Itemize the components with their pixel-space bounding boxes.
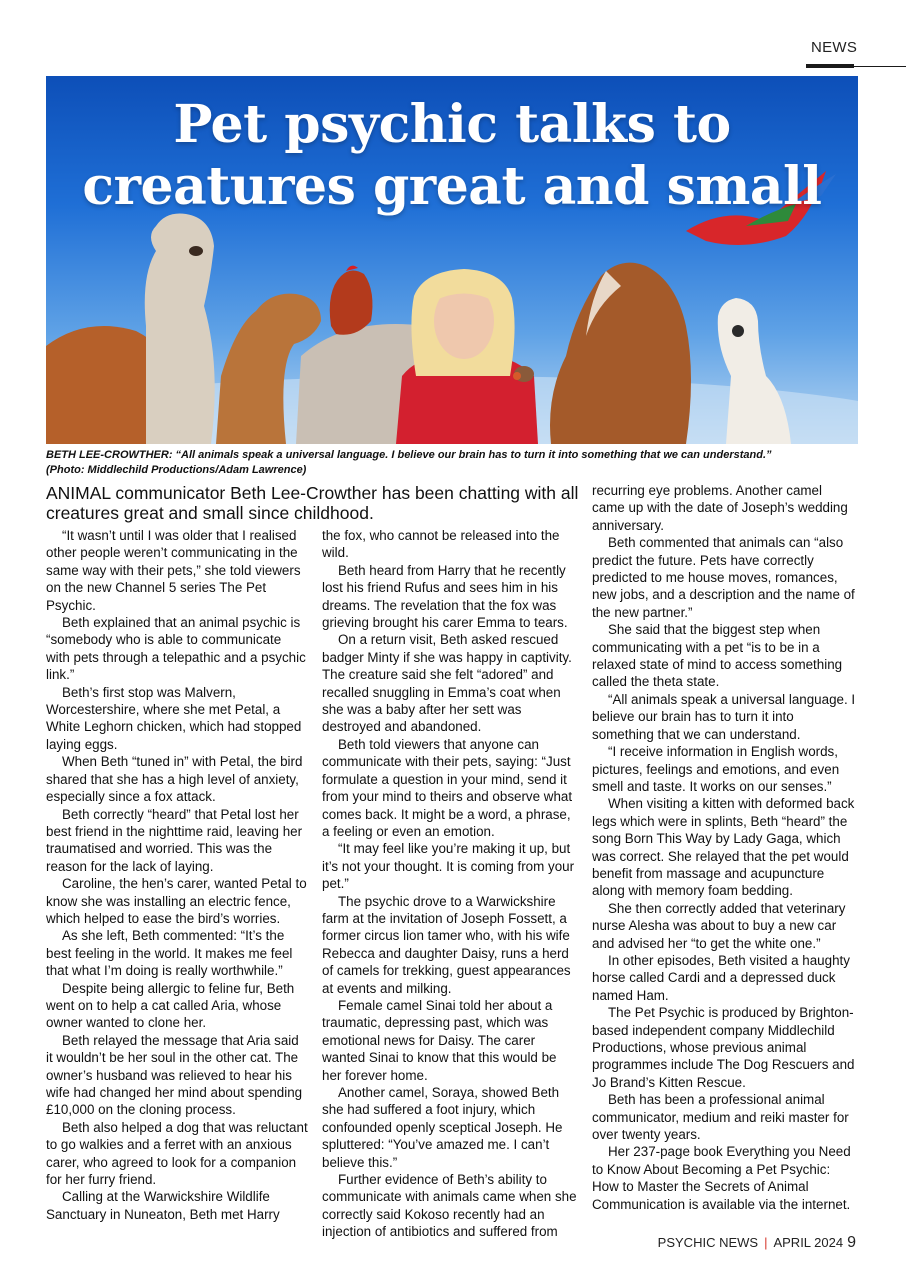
llama-eye-patch xyxy=(732,325,744,337)
paragraph: Beth relayed the message that Aria said it wouldn’t be her soul in the other cat. The owner’s husband was relieved to hear his wife had changed her mind about spending £10,000 on the cloning process. xyxy=(46,1032,303,1118)
paragraph: “All animals speak a universal language. I believe our brain has to turn it into something that we can understand. xyxy=(592,691,856,742)
chicken xyxy=(330,270,373,334)
section-rule xyxy=(806,64,854,68)
paragraph: When Beth “tuned in” with Petal, the bird shared that she has a high level of anxiety, especially since a fox attack. xyxy=(46,754,303,805)
brown-horse xyxy=(550,263,691,444)
paragraph: recurring eye problems. Another camel came up with the date of Joseph’s wedding anniversary. xyxy=(592,483,848,533)
section-tag: NEWS xyxy=(811,39,858,56)
paragraph: Beth explained that an animal psychic is “somebody who is able to communicate with pets through a telepathic and a psychic link.” xyxy=(46,615,306,683)
section-rule-thin xyxy=(854,66,906,67)
caption-quote: BETH LEE-CROWTHER: “All animals speak a universal language. I believe our brain has to turn it into something that we can understand.” xyxy=(46,449,772,461)
paragraph: In other episodes, Beth visited a haughty horse called Cardi and a depressed duck named Ham. xyxy=(592,952,850,1003)
paragraph: Female camel Sinai told her about a traumatic, depressing past, which was emotional news for Daisy. The carer wanted Sinai to know that this would be her forever home. xyxy=(322,997,557,1083)
paragraph: Beth’s first stop was Malvern, Worcestershire, where she met Petal, a White Leghorn chicken, which had stopped laying eggs. xyxy=(46,684,302,752)
paragraph: The psychic drove to a Warwickshire farm at the invitation of Joseph Fossett, a former circus lion tamer who, with his wife Rebecca and daughter Daisy, runs a herd of camels for trekking, guest appearances at events and milking. xyxy=(322,893,571,996)
headline: Pet psychic talks to creatures great and small xyxy=(82,94,822,217)
page-number: 9 xyxy=(847,1234,856,1251)
article-column-3 xyxy=(592,482,858,1213)
paragraph: Beth has been a professional animal communicator, medium and reiki master for over twenty years. xyxy=(592,1092,849,1143)
llama xyxy=(718,298,791,444)
paragraph: Another camel, Soraya, showed Beth she had suffered a foot injury, which confounded openly sceptical Joseph. He spluttered: “You’ve amazed me. I can’t believe this.” xyxy=(322,1085,563,1170)
alpaca-eye xyxy=(189,246,203,256)
paragraph: As she left, Beth commented: “It’s the best feeling in the world. It makes me feel that what I’m doing is really worthwhile.” xyxy=(46,928,293,979)
publication-name: PSYCHIC NEWS xyxy=(657,1235,759,1250)
paragraph: When visiting a kitten with deformed back legs which were in splints, Beth “heard” the song Born This Way by Lady Gaga, which was correct. She relayed that the pet would benefit from massage and acupuncture along with memory foam bedding. xyxy=(592,796,855,899)
paragraph: Beth told viewers that anyone can communicate with their pets, saying: “Just formulate a question in your mind, send it from your mind to theirs and observe what comes back. It might be a word, a phrase, a feeling or even an emotion. xyxy=(322,736,573,839)
standfirst: ANIMAL communicator Beth Lee-Crowther has been chatting with all creatures great and small since childhood. xyxy=(46,483,579,523)
paragraph: the fox, who cannot be released into the wild. xyxy=(322,528,560,561)
photo-caption xyxy=(46,448,858,478)
paragraph: She said that the biggest step when communicating with a pet “is to be in a relaxed state of mind to access something called the theta state. xyxy=(592,622,843,690)
hero-photo xyxy=(46,76,858,444)
issue-date: APRIL 2024 xyxy=(773,1235,844,1250)
paragraph: Despite being allergic to feline fur, Beth went on to help a cat called Aria, whose owner wanted to clone her. xyxy=(46,980,295,1031)
paragraph: Caroline, the hen’s carer, wanted Petal to know she was installing an electric fence, which helped to ease the bird’s worries. xyxy=(46,876,307,926)
robin-breast xyxy=(513,372,521,380)
paragraph: Beth correctly “heard” that Petal lost her best friend in the nighttime raid, leaving her traumatised and worried. This was the reason for the lack of laying. xyxy=(46,806,303,874)
paragraph: She then correctly added that veterinary nurse Alesha was about to buy a new car and advised her “to get the white one.” xyxy=(592,900,846,951)
paragraph: Further evidence of Beth’s ability to communicate with animals came when she correctly said Kokoso recently had an injection of antibiotics and suffered from xyxy=(322,1172,577,1240)
paragraph: Beth commented that animals can “also predict the future. Pets have correctly predicted to me house moves, romances, new jobs, and a description and the name of the new partner.” xyxy=(592,535,855,620)
article-column-1 xyxy=(46,527,308,1223)
paragraph: Beth also helped a dog that was reluctant to go walkies and a ferret with an anxious carer, who agreed to look for a companion for her furry friend. xyxy=(46,1119,308,1188)
footer-separator: | xyxy=(764,1235,768,1250)
paragraph: “It may feel like you’re making it up, but it’s not your thought. It is coming from your pet.” xyxy=(322,841,575,892)
article-column-2 xyxy=(322,527,578,1241)
paragraph: Beth heard from Harry that he recently lost his friend Rufus and sees him in his dreams. The revelation that the fox was grieving brought his carer Emma to tears. xyxy=(322,562,568,631)
paragraph: Her 237-page book Everything you Need to Know About Becoming a Pet Psychic: How to Master the Secrets of Animal Communication is available via the internet. xyxy=(592,1144,851,1212)
paragraph: Calling at the Warwickshire Wildlife Sanctuary in Nuneaton, Beth met Harry xyxy=(46,1189,280,1222)
paragraph: “I receive information in English words, pictures, feelings and emotions, and even smell and taste. It works on our senses.” xyxy=(592,744,840,794)
alpaca xyxy=(145,214,215,445)
chicken-comb xyxy=(346,266,358,271)
paragraph: The Pet Psychic is produced by Brighton-based independent company Middlechild Productions, whose previous animal programmes include The Dog Rescuers and Jo Brand’s Kitten Rescue. xyxy=(592,1005,855,1090)
page-footer xyxy=(658,1234,856,1252)
paragraph: “It wasn’t until I was older that I realised other people weren’t communicating in the same way with their pets,” she told viewers on the new Channel 5 series The Pet Psychic. xyxy=(46,528,301,613)
caption-credit: (Photo: Middlechild Productions/Adam Lawrence) xyxy=(46,464,307,476)
paragraph: On a return visit, Beth asked rescued badger Minty if she was happy in captivity. The creature said she felt “adored” and recalled snuggling in Emma’s coat when she was a baby after her sett was destroyed and abandoned. xyxy=(322,632,572,735)
